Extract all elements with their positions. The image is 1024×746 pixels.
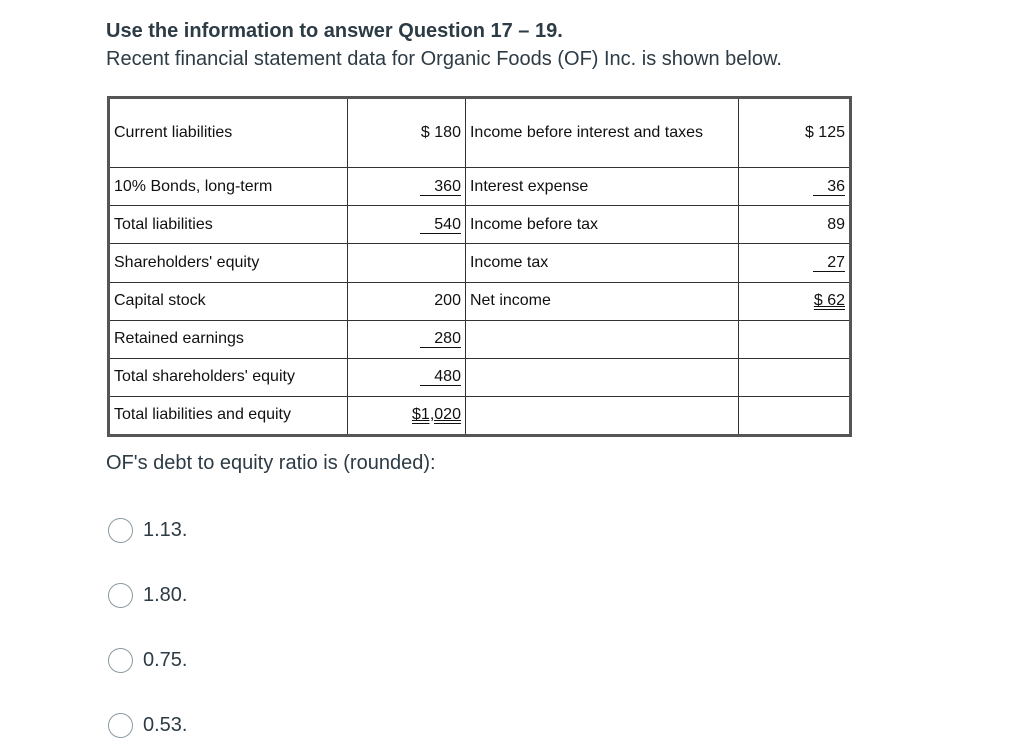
row-value: $1,020 [412, 406, 461, 424]
table-row [109, 358, 851, 396]
table-row [109, 282, 851, 320]
financial-table [107, 96, 852, 437]
radio-button[interactable] [108, 518, 133, 543]
answer-label: 0.53. [143, 714, 188, 736]
intro-text: Recent financial statement data for Organic Foods (OF) Inc. is shown below. [106, 48, 782, 70]
row-value-cell [347, 320, 465, 358]
row-label-2: Income tax [465, 244, 738, 282]
row-label: Current liabilities [109, 98, 348, 168]
row-label-2: Interest expense [465, 168, 738, 206]
row-label: Retained earnings [109, 320, 348, 358]
answer-option[interactable] [108, 648, 187, 673]
row-value-2: 89 [738, 206, 850, 244]
row-value: 540 [420, 216, 461, 234]
row-value-2-cell [738, 244, 850, 282]
row-value-2 [738, 358, 850, 396]
row-value-2 [738, 320, 850, 358]
row-label-2: Income before interest and taxes [465, 98, 738, 168]
row-value-2 [738, 396, 850, 435]
answer-option[interactable] [108, 713, 187, 738]
radio-button[interactable] [108, 583, 133, 608]
table-row [109, 320, 851, 358]
row-value: $ 180 [347, 98, 465, 168]
row-value-cell [347, 358, 465, 396]
table-row [109, 98, 851, 168]
answer-option[interactable] [108, 518, 187, 543]
table-row [109, 396, 851, 435]
radio-button[interactable] [108, 713, 133, 738]
row-value-cell [347, 396, 465, 435]
row-value-cell [347, 168, 465, 206]
answer-label: 0.75. [143, 649, 188, 671]
row-value-2-cell [738, 168, 850, 206]
row-label: Total shareholders' equity [109, 358, 348, 396]
row-label-2 [465, 396, 738, 435]
row-value [347, 244, 465, 282]
row-value-2: $ 62 [813, 292, 845, 310]
row-value-2: 36 [813, 178, 845, 196]
table-row [109, 168, 851, 206]
answer-label: 1.13. [143, 519, 188, 541]
row-value: 480 [420, 368, 461, 386]
answer-option[interactable] [108, 583, 187, 608]
row-value-cell [347, 206, 465, 244]
row-label: 10% Bonds, long-term [109, 168, 348, 206]
row-label: Total liabilities [109, 206, 348, 244]
row-value-2-cell [738, 282, 850, 320]
row-value: 360 [420, 178, 461, 196]
radio-button[interactable] [108, 648, 133, 673]
question-text: OF's debt to equity ratio is (rounded): [106, 452, 436, 474]
table-row [109, 244, 851, 282]
row-label: Shareholders' equity [109, 244, 348, 282]
row-label-2 [465, 358, 738, 396]
answer-label: 1.80. [143, 584, 188, 606]
row-label: Capital stock [109, 282, 348, 320]
table-row [109, 206, 851, 244]
intro-heading: Use the information to answer Question 17 – 19. [106, 20, 563, 42]
row-value-2: 27 [813, 254, 845, 272]
row-value: 200 [347, 282, 465, 320]
row-label-2: Net income [465, 282, 738, 320]
row-label: Total liabilities and equity [109, 396, 348, 435]
row-label-2 [465, 320, 738, 358]
row-value-2: $ 125 [738, 98, 850, 168]
row-label-2: Income before tax [465, 206, 738, 244]
row-value: 280 [420, 330, 461, 348]
